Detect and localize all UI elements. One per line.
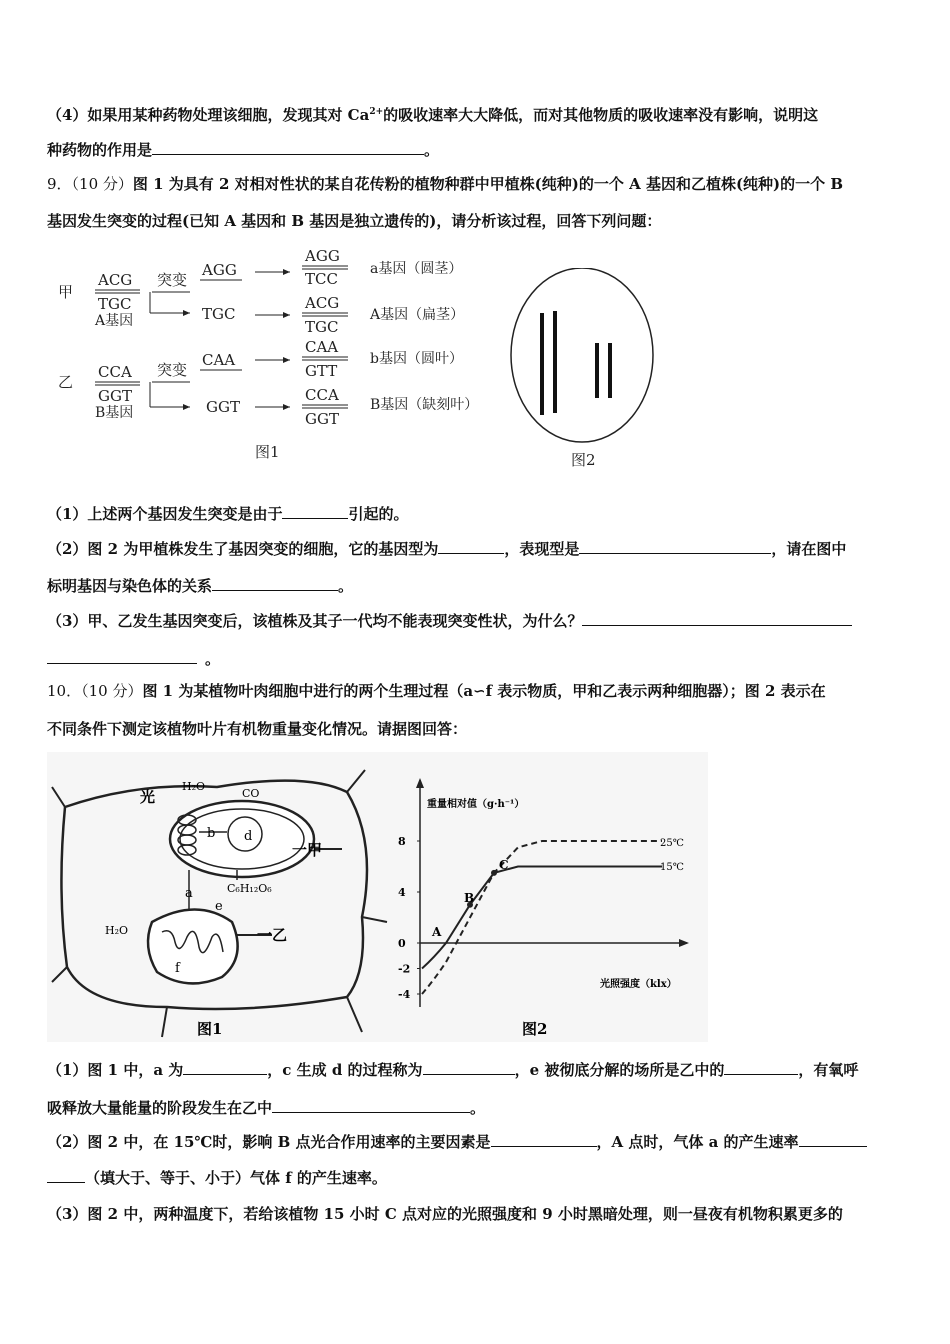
label-yi: 一乙 xyxy=(257,926,288,944)
q9-p1 xyxy=(47,504,408,524)
q10-intro-line1 xyxy=(47,681,826,701)
row3-mid: CAA xyxy=(202,351,236,369)
row3-label: b基因（圆叶） xyxy=(370,351,463,367)
q8-part4-end: 。 xyxy=(424,141,440,159)
jia-bottom-strand: TGC xyxy=(98,295,132,313)
answer-blank[interactable] xyxy=(183,1060,267,1075)
yi-gene-label: B基因 xyxy=(95,405,134,421)
label-c6h12o6: C₆H₁₂O₆ xyxy=(227,882,272,895)
label-light: 光 xyxy=(140,788,156,806)
row1-bottom: TCC xyxy=(305,270,338,288)
q9-intro1: 图 1 为具有 2 对相对性状的某自花传粉的植物种群中甲植株(纯种)的一个 A 基因和乙植株(纯种)的一个 B xyxy=(132,175,844,193)
q10-p1-line2-text: 吸释放大量能量的阶段发生在乙中 xyxy=(47,1099,273,1117)
fig2-caption: 图2 xyxy=(571,451,596,469)
y-tick-3: 4 xyxy=(398,886,406,899)
label-d: d xyxy=(244,829,253,844)
row4-top: CCA xyxy=(305,386,339,404)
label-e: e xyxy=(215,899,223,914)
row4-bottom: GGT xyxy=(305,410,339,428)
row1-label: a基因（圆茎） xyxy=(370,261,463,277)
q10-p1-end: ，有氧呼 xyxy=(798,1061,859,1079)
cell-outline xyxy=(511,268,653,442)
q10-p3-text: （3）图 2 中，两种温度下，若给该植物 15 小时 C 点对应的光照强度和 9 小时黑暗处理，则一昼夜有机物积累更多的 xyxy=(47,1205,843,1223)
q9-p3-text: （3）甲、乙发生基因突变后，该植株及其子一代均不能表现突变性状，为什么？ xyxy=(47,612,583,630)
answer-blank[interactable] xyxy=(491,1132,597,1147)
answer-blank[interactable] xyxy=(212,576,338,591)
y-tick-2: 0 xyxy=(398,937,406,950)
q10-p1-line1 xyxy=(47,1060,858,1080)
q9-p2-line2-text: 标明基因与染色体的关系 xyxy=(47,577,213,595)
y-axis-label: 重量相对值（g·h⁻¹） xyxy=(427,799,525,810)
label-h2o-left: H₂O xyxy=(105,924,129,937)
yi-bottom-strand: GGT xyxy=(98,387,132,405)
answer-blank[interactable] xyxy=(423,1060,515,1075)
x-axis-label: 光照强度（klx） xyxy=(600,979,677,990)
q9-number: 9．（10 分） xyxy=(47,175,133,193)
fig1-caption: 图1 xyxy=(255,443,280,461)
q9-intro-line1 xyxy=(47,174,843,194)
row2-mid: TGC xyxy=(202,305,236,323)
point-b-label: B xyxy=(464,891,475,905)
q8-part4-line2 xyxy=(47,140,439,160)
q10-fig2-caption: 图2 xyxy=(522,1020,548,1038)
row3-bottom: GTT xyxy=(305,362,338,380)
answer-blank[interactable] xyxy=(282,504,348,519)
answer-blank[interactable] xyxy=(152,140,424,155)
q9-p2-line1 xyxy=(47,539,846,559)
q10-p2-line2 xyxy=(47,1168,387,1188)
legend-15c: 15℃ xyxy=(660,862,684,873)
legend-25c: 25℃ xyxy=(660,838,684,849)
q9-p2-line2-end: 。 xyxy=(338,577,354,595)
q8-part4-text-a: （4）如果用某种药物处理该细胞，发现其对 Ca xyxy=(47,106,370,124)
q10-p2-text: （2）图 2 中，在 15℃时，影响 B 点光合作用速率的主要因素是 xyxy=(47,1133,491,1151)
jia-gene-label: A基因 xyxy=(95,313,134,329)
q10-number: 10．（10 分） xyxy=(47,682,143,700)
yi-mutate-label: 突变 xyxy=(157,361,188,379)
q9-p2-end: ，请在图中 xyxy=(771,540,847,558)
label-jia: 一甲 xyxy=(292,841,323,859)
label-h2o-top: H₂O xyxy=(182,780,206,793)
row4-label: B基因（缺刻叶） xyxy=(370,397,479,413)
q9-intro-line2 xyxy=(47,211,661,231)
q9-p2-mid: ，表现型是 xyxy=(504,540,580,558)
jia-mutate-label: 突变 xyxy=(157,271,188,289)
q9-p2-line2 xyxy=(47,576,353,596)
q9-p3-line2 xyxy=(47,649,220,669)
yi-top-strand: CCA xyxy=(98,363,132,381)
q10-figure2-chart xyxy=(392,752,708,1042)
chloroplast xyxy=(170,801,314,877)
answer-blank[interactable] xyxy=(47,1168,85,1183)
chart-background xyxy=(392,752,708,1042)
q10-p1-m1: ，c 生成 d 的过程称为 xyxy=(267,1061,423,1079)
fig1-label-jia: 甲 xyxy=(58,283,74,301)
q8-part4-text-c: 种药物的作用是 xyxy=(47,141,153,159)
q9-p1-text: （1）上述两个基因发生突变是由于 xyxy=(47,505,283,523)
q10-p1-line2 xyxy=(47,1098,485,1118)
q10-p2-mid: ，A 点时，气体 a 的产生速率 xyxy=(596,1133,799,1151)
answer-blank[interactable] xyxy=(579,539,771,554)
answer-blank[interactable] xyxy=(799,1132,867,1147)
q10-intro1: 图 1 为某植物叶肉细胞中进行的两个生理过程（a∽f 表示物质，甲和乙表示两种细胞器）；图 2 表示在 xyxy=(142,682,826,700)
q10-p1-m2: ，e 被彻底分解的场所是乙中的 xyxy=(514,1061,725,1079)
point-c-label: C xyxy=(499,858,509,872)
q8-part4-line1 xyxy=(47,102,818,125)
label-f: f xyxy=(175,961,180,976)
q9-p3-line1 xyxy=(47,611,852,631)
label-a: a xyxy=(185,886,193,901)
point-dot-c xyxy=(491,870,497,876)
q9-figure2 xyxy=(505,268,665,473)
label-co2: CO xyxy=(242,787,260,800)
q9-p3-end: 。 xyxy=(205,650,221,668)
mitochondrion xyxy=(148,910,238,984)
row2-label: A基因（扁茎） xyxy=(370,307,465,323)
q10-intro-line2 xyxy=(47,719,467,739)
y-tick-0: -4 xyxy=(398,988,411,1001)
jia-top-strand: ACG xyxy=(98,271,133,289)
answer-blank[interactable] xyxy=(272,1098,470,1113)
q10-intro2: 不同条件下测定该植物叶片有机物重量变化情况。请据图回答： xyxy=(47,720,468,738)
q10-p2-line2-text: （填大于、等于、小于）气体 f 的产生速率。 xyxy=(85,1169,387,1187)
y-tick-4: 8 xyxy=(398,835,406,848)
q10-fig1-caption: 图1 xyxy=(197,1020,223,1038)
q10-p2-line1 xyxy=(47,1132,867,1152)
row1-top: AGG xyxy=(305,247,340,265)
q10-p3-line1 xyxy=(47,1204,843,1224)
row1-mid: AGG xyxy=(202,261,237,279)
point-a-label: A xyxy=(432,925,442,939)
y-tick-1: -2 xyxy=(398,962,411,976)
q9-p1-end: 引起的。 xyxy=(348,505,409,523)
q8-part4-text-b: 的吸收速率大大降低，而对其他物质的吸收速率没有影响，说明这 xyxy=(383,106,819,124)
ca-superscript: 2+ xyxy=(369,107,384,117)
row3-top: CAA xyxy=(305,338,339,356)
answer-blank[interactable] xyxy=(438,539,504,554)
row2-top: ACG xyxy=(305,294,340,312)
row2-bottom: TGC xyxy=(305,318,339,336)
q9-figure1 xyxy=(50,245,500,470)
q9-p2-text: （2）图 2 为甲植株发生了基因突变的细胞，它的基因型为 xyxy=(47,540,439,558)
fig1-label-yi: 乙 xyxy=(58,373,74,391)
q10-p1-line2-end: 。 xyxy=(470,1099,486,1117)
q9-intro2: 基因发生突变的过程(已知 A 基因和 B 基因是独立遗传的)，请分析该过程，回答下列问题： xyxy=(47,212,662,230)
answer-blank[interactable] xyxy=(47,649,197,664)
label-b: b xyxy=(207,826,216,841)
q10-p1-text: （1）图 1 中，a 为 xyxy=(47,1061,184,1079)
row4-mid: GGT xyxy=(206,398,240,416)
answer-blank[interactable] xyxy=(724,1060,798,1075)
answer-blank[interactable] xyxy=(582,611,852,626)
q10-figure1 xyxy=(47,752,392,1042)
